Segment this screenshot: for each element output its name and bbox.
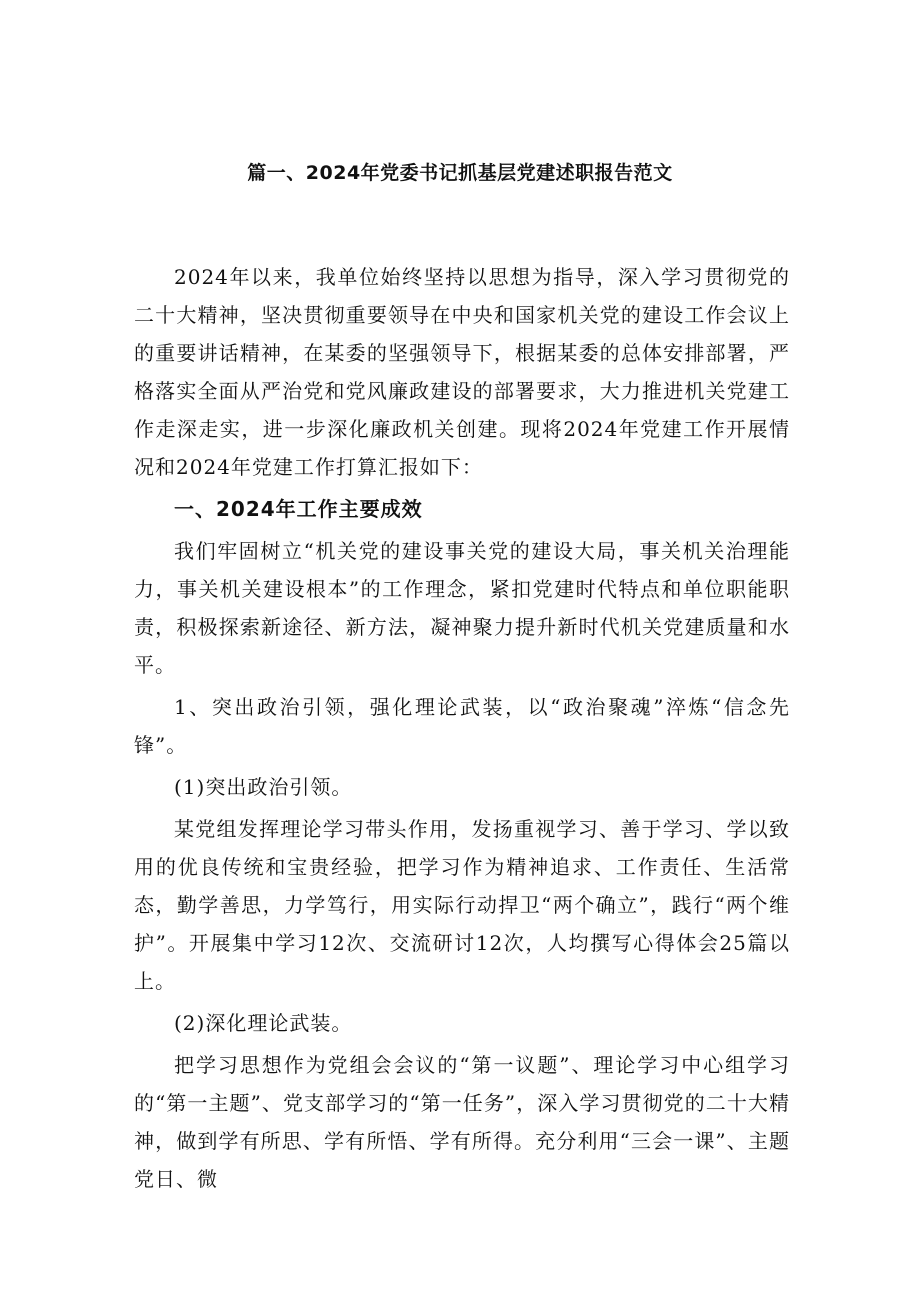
document-body	[134, 258, 790, 1198]
subheading-2: (2)深化理论武装。	[174, 1011, 353, 1035]
document-title: 篇一、2024年党委书记抓基层党建述职报告范文	[247, 162, 673, 184]
paragraph-intro: 2024年以来，我单位始终坚持以思想为指导，深入学习贯彻党的二十大精神，坚决贯彻重要领导在中央和国家机关党的建设工作会议上的重要讲话精神，在某委的坚强领导下，根据某委的总体安排部署，严格落实全面从严治党和党风廉政建设的部署要求，大力推进机关党建工作走深走实，进一步深化廉政机关创建。现将2024年党建工作开展情况和2024年党建工作打算汇报如下：	[134, 265, 790, 479]
paragraph-study: 某党组发挥理论学习带头作用，发扬重视学习、善于学习、学以致用的优良传统和宝贵经验，把学习作为精神追求、工作责任、生活常态，勤学善思，力学笃行，用实际行动捍卫“两个确立”，践行“两个维护”。开展集中学习12次、交流研讨12次，人均撰写心得体会25篇以上。	[134, 817, 790, 993]
paragraph-point-1: 1、突出政治引领，强化理论武装，以“政治聚魂”淬炼“信念先锋”。	[134, 695, 790, 757]
paragraph-theory: 把学习思想作为党组会会议的“第一议题”、理论学习中心组学习的“第一主题”、党支部学习的“第一任务”，深入学习贯彻党的二十大精神，做到学有所思、学有所悟、学有所得。充分利用“三会一课”、主题党日、微	[134, 1053, 790, 1191]
subheading-1: (1)突出政治引领。	[174, 775, 353, 799]
section-heading: 一、2024年工作主要成效	[174, 497, 423, 521]
paragraph-philosophy: 我们牢固树立“机关党的建设事关党的建设大局，事关机关治理能力，事关机关建设根本”的工作理念，紧扣党建时代特点和单位职能职责，积极探索新途径、新方法，凝神聚力提升新时代机关党建质量和水平。	[134, 539, 790, 677]
